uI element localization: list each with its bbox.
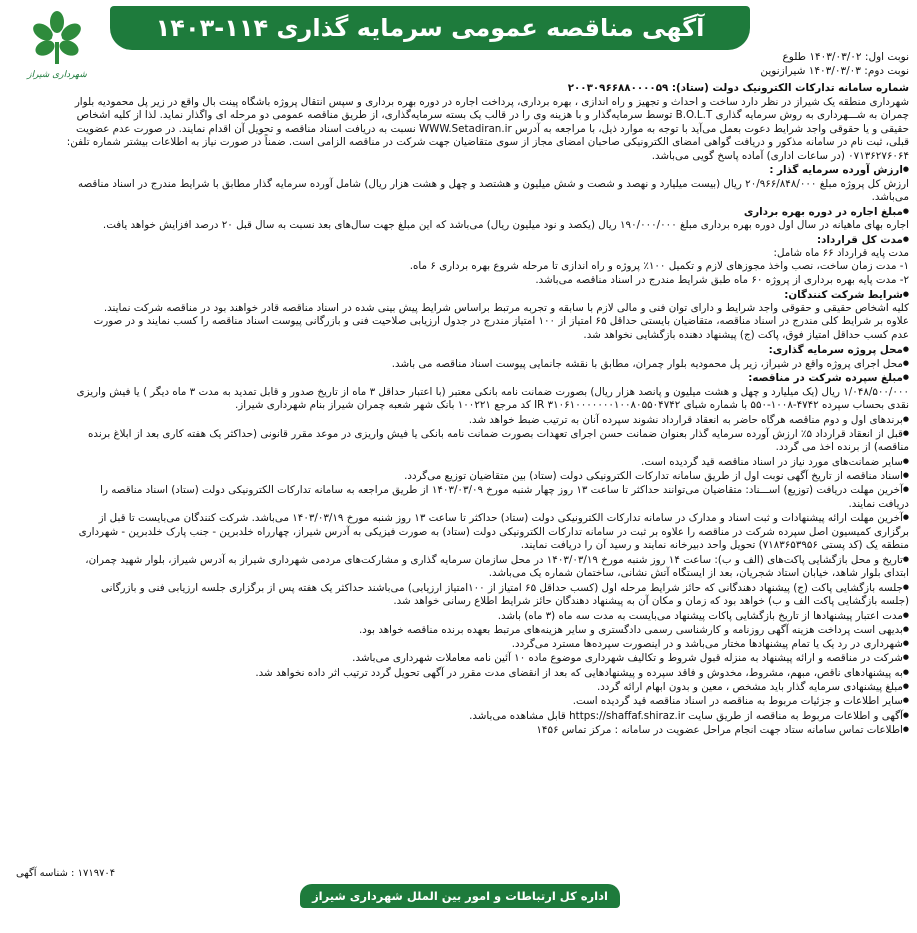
- body-line: ● مبلغ پیشنهادی سرمایه گذار باید مشخص ، معین و بدون ابهام ارائه گردد.: [8, 680, 909, 694]
- body-line: ● بدیهی است پرداخت هزینه آگهی روزنامه و کارشناسی رسمی دادگستری و سایر هزینه‌های مرتبط بعهده برنده مناقصه خواهد بود.: [8, 623, 909, 637]
- section-heading: ● ارزش آورده سرمایه گذار :: [8, 163, 909, 177]
- body-line: مناقصه) از برنده اخذ می گردد.: [775, 441, 909, 454]
- body-line: ● اسناد مناقصه از تاریخ آگهی نوبت اول از طریق سامانه تدارکات الکترونیکی دولت (ستاد) بین متقاضیان توزیع می‌گردد.: [8, 469, 909, 483]
- footer-office: اداره کل ارتباطات و امور بین الملل شهرداری شیراز: [312, 889, 608, 903]
- setad-number: شماره سامانه تدارکات الکترونیک دولت (ستاد): ۲۰۰۳۰۹۶۶۸۸۰۰۰۰۵۹: [567, 82, 909, 94]
- body-line: دریافت نمایند.: [848, 497, 909, 510]
- body-line: ● به پیشنهادهای ناقص، مبهم، مشروط، مخدوش و فاقد سپرده و پیشنهادهایی که بعد از انقضای مدت مقرر در آگهی تحویل گردد ترتیب اثر داده نخواهد شد.: [8, 666, 909, 680]
- body-line: اجاره بهای ماهیانه در سال اول دوره بهره برداری مبلغ ۱۹۰/۰۰۰/۰۰۰ ریال (یکصد و نود میلیون ریال) می‌باشد که این مبلغ جهت سال‌های بعد نسبت به سال قبل ۲۰ درصد افزایش خواهد یافت.: [102, 219, 909, 232]
- body-line: ● سایر اطلاعات و جزئیات مربوط به مناقصه در اسناد مناقصه قید گردیده است.: [8, 694, 909, 708]
- body-line: ● تاریخ و محل بازگشایی پاکت‌های (الف و ب): ساعت ۱۴ روز شنبه مورخ ۱۴۰۳/۰۳/۱۹ در محل سازمان سرمایه گذاری و مشارکت‌های مردمی شهرداری شیراز به آدرس شیراز، بلوار شهید چمران،: [8, 553, 909, 567]
- body-line: نقدی بحساب سپرده ۴۷۴۲-۱۰۰۸-۵۵۰ با شماره شبای IR ۳۱۰۶۱۰۰۰۰۰۰۰۱۰۰۸۰۵۵۰۴۷۴۲ کد مرجع ۱۰۰۲۲۱ بانک شهر شعبه چمران شیراز بنام شهرداری شیراز.: [234, 399, 909, 412]
- logo-caption: شهرداری شیراز: [27, 70, 87, 80]
- body-line: ارزش کل پروژه مبلغ ۲۰/۹۶۶/۸۴۸/۰۰۰ ریال (بیست میلیارد و نهصد و شصت و شش میلیون و هشتصد و چهل و هشت هزار ریال) شامل آورده سرمایه گذار مطابق با شرایط مندرج در اسناد مناقصه: [77, 177, 909, 190]
- body-line: ● آگهی و اطلاعات مربوط به مناقصه از طریق سایت https://shaffaf.shiraz.ir قابل مشاهده می‌باشد.: [8, 709, 909, 723]
- body-line: ● شهرداری در رد یک یا تمام پیشنهادها مختار می‌باشد و در اینصورت سپرده‌ها مسترد می‌گردد.: [8, 637, 909, 651]
- body-line: ● مدت اعتبار پیشنهادها از تاریخ بازگشایی پاکات پیشنهاد می‌بایست به مدت سه ماه (۳ ماه) باشد.: [8, 609, 909, 623]
- body-line: برگزاری کمیسیون اصل سپرده شرکت در مناقصه را علاوه بر ثبت در سامانه تدارکات الکترونیکی دولت (ستاد) به صورت فیزیکی به آدرس شیراز، چهارراه خلدبرین - جنب پارک خلدبرین - شهرداری: [78, 525, 909, 538]
- body-line: ● برندهای اول و دوم مناقصه هرگاه حاضر به انعقاد قرارداد نشوند سپرده آنان به ترتیب ضبط خواهد شد.: [8, 413, 909, 427]
- body-line: ● سایر ضمانت‌های مورد نیاز در اسناد مناقصه قید گردیده است.: [8, 455, 909, 469]
- body-line: چمران به شـــهرداری به روش سرمایه گذاری B.O.L.T توسط سرمایه‌گذار و با هزینه وی را در قالب یک بسته سرمایه‌گذاری، از طریق مناقصه عمومی دو مرحله ای واگذار نماید. لذا از کلیه اشخاص: [76, 109, 909, 122]
- body-line: عدم کسب حداقل امتیاز فوق، پاکت (ج) پیشنهاد دهنده بازگشایی نخواهد شد.: [583, 328, 909, 341]
- section-heading: ● محل پروژه سرمایه گذاری:: [8, 343, 909, 357]
- body-line: ● آخرین مهلت دریافت (توزیع) اســـناد: متقاضیان می‌توانند حداکثر تا ساعت ۱۳ روز چهار شنبه مورخ ۱۴۰۳/۰۳/۰۹ از طریق مراجعه به سامانه تدارکات الکترونیکی دولت (ستاد) اسناد مناقصه را: [8, 483, 909, 497]
- body-line: می‌باشد.: [871, 191, 909, 204]
- body-line: مدت پایه قرارداد ۶۶ ماه شامل:: [773, 246, 909, 259]
- body-line: ابتدای بلوار شاهد، خیابان استاد شجریان، بعد از ایستگاه آتش نشانی، ساختمان شماره یک می‌باشد.: [488, 567, 909, 580]
- body-line: ۲- مدت پایه بهره برداری از پروژه ۶۰ ماه طبق شرایط مندرج در اسناد مناقصه می‌باشد.: [535, 274, 909, 286]
- municipality-logo: [22, 8, 92, 86]
- section-heading: ● مدت کل قرارداد:: [8, 233, 909, 247]
- section-heading: ● شرایط شرکت کنندگان:: [8, 288, 909, 302]
- body-line: ● اطلاعات تماس سامانه ستاد جهت انجام مراحل عضویت در سامانه : مرکز تماس ۱۴۵۶: [8, 723, 909, 737]
- second-notice: نوبت دوم: ۱۴۰۳/۰۳/۰۳ شیرازنوین: [760, 65, 909, 77]
- body-line: قبلی، ثبت نام در سامانه مذکور و دریافت گواهی امضای الکترونیکی صاحبان امضای مجاز از سوی متقاضیان جهت شرکت در مناقصه الزامی است. ضمناً در صورت نیاز به اطلاعات بیشتر شماره تلفن:: [66, 136, 909, 149]
- body-line: حقیقی و یا حقوقی واجد شرایط دعوت بعمل می‌آید با توجه به موارد ذیل، با مراجعه به آدرس WWW.Setadiran.ir نسبت به دریافت اسناد مناقصه و تحویل آن اقدام نمایند. در صورت عدم عضویت: [75, 122, 909, 135]
- advertisement-body: [8, 82, 909, 737]
- body-line: ● شرکت در مناقصه و ارائه پیشنهاد به منزله قبول شروط و تکالیف شهرداری موضوع ماده ۱۰ آئین نامه معاملات شهرداری می‌باشد.: [8, 651, 909, 665]
- body-line: کلیه اشخاص حقیقی و حقوقی واجد شرایط و دارای توان فنی و مالی لازم با سابقه و تجربه مرتبط براساس شرایط پیش بینی شده در اسناد مناقصه قادر خواهند بود در مناقصه شرکت نمایند.: [103, 301, 909, 314]
- tree-logo-icon: [26, 8, 88, 70]
- section-heading: ● مبلغ اجاره در دوره بهره برداری: [8, 205, 909, 219]
- body-line: ۱- مدت زمان ساخت، نصب واخذ مجوزهای لازم و تکمیل ۱۰۰٪ پروژه و راه اندازی تا مرحله شروع بهره برداری ۶ ماه.: [409, 260, 909, 273]
- section-heading: ● مبلغ سپرده شرکت در مناقصه:: [8, 371, 909, 385]
- body-line: شهرداری منطقه یک شیراز در نظر دارد ساخت و احداث و تجهیز و راه اندازی ، بهره برداری، پرداخت اجاره در دوره بهره برداری و سپس انتقال پروژه باشگاه پینت بال واقع در زیر پل محمودیه بلوار: [74, 95, 909, 108]
- body-line: ● محل اجرای پروژه واقع در شیراز، زیر پل محمودیه بلوار چمران، مطابق با نقشه جانمایی پیوست اسناد مناقصه می باشد.: [8, 357, 909, 371]
- body-line: ۱/۰۴۸/۵۰۰/۰۰۰ ریال (یک میلیارد و چهل و هشت میلیون و پانصد هزار ریال) بصورت ضمانت نامه بانکی معتبر (با اعتبار حداقل ۳ ماه از تاریخ صدور و قابل تمدید به مدت ۳ ماه دیگر ) یا فیش واریزی: [76, 385, 909, 398]
- first-notice: نوبت اول: ۱۴۰۳/۰۳/۰۲ طلوع: [782, 51, 909, 63]
- body-line: ● جلسه بازگشایی پاکت (ج) پیشنهاد دهندگانی که حائز شرایط مرحله اول (کسب حداقل ۶۵ امتیاز از ۱۰۰امتیاز ارزیابی) می‌باشند حداکثر یک هفته پس از برگزاری جلسه ارزیابی فنی و بازرگانی: [8, 581, 909, 595]
- publication-notices: [719, 50, 909, 78]
- body-line: منطقه یک (کد پستی ۷۱۸۳۶۵۳۹۵۶) تحویل واحد دبیرخانه نمایند و رسید آن را دریافت نمایند.: [520, 539, 909, 552]
- title-banner: [110, 6, 750, 50]
- body-line: علاوه بر شرایط کلی مندرج در اسناد مناقصه، متقاضیان بایستی حداقل ۶۵ امتیاز از ۱۰۰ امتیاز مندرج در جدول ارزیابی صلاحیت فنی و بازرگانی پیوست اسناد مناقصه را کسب نمایند و در صورت: [93, 315, 909, 328]
- body-line: ● آخرین مهلت ارائه پیشنهادات و ثبت اسناد و مدارک در سامانه تدارکات الکترونیکی دولت (ستاد) حداکثر تا ساعت ۱۳ روز شنبه مورخ ۱۴۰۳/۰۳/۱۹ می‌باشد. شرکت کنندگان می‌بایست تا قبل از: [8, 511, 909, 525]
- page-title: آگهی مناقصه عمومی سرمایه گذاری ۱۱۴-۱۴۰۳: [155, 14, 705, 42]
- footer-banner: [300, 884, 620, 908]
- body-line: ● قبل از انعقاد قرارداد ۵٪ ارزش آورده سرمایه گذار بعنوان ضمانت حسن اجرای تعهدات بصورت ضمانت نامه بانکی یا فیش واریزی در موعد مقرر قانونی (حداکثر یک هفته کاری بعد از ابلاغ برنده: [8, 427, 909, 441]
- body-line: ۰۷۱۳۶۲۷۶۰۶۴ (در ساعات اداری) آماده پاسخ گویی می‌باشد.: [651, 149, 909, 162]
- body-line: (جلسه بازگشایی پاکت الف و ب) خواهد بود که زمان و مکان آن به پیشنهاد دهندگان حائز شرایط اطلاع رسانی خواهد شد.: [393, 594, 909, 607]
- ad-id: ۱۷۱۹۷۰۴ : شناسه آگهی: [16, 868, 116, 879]
